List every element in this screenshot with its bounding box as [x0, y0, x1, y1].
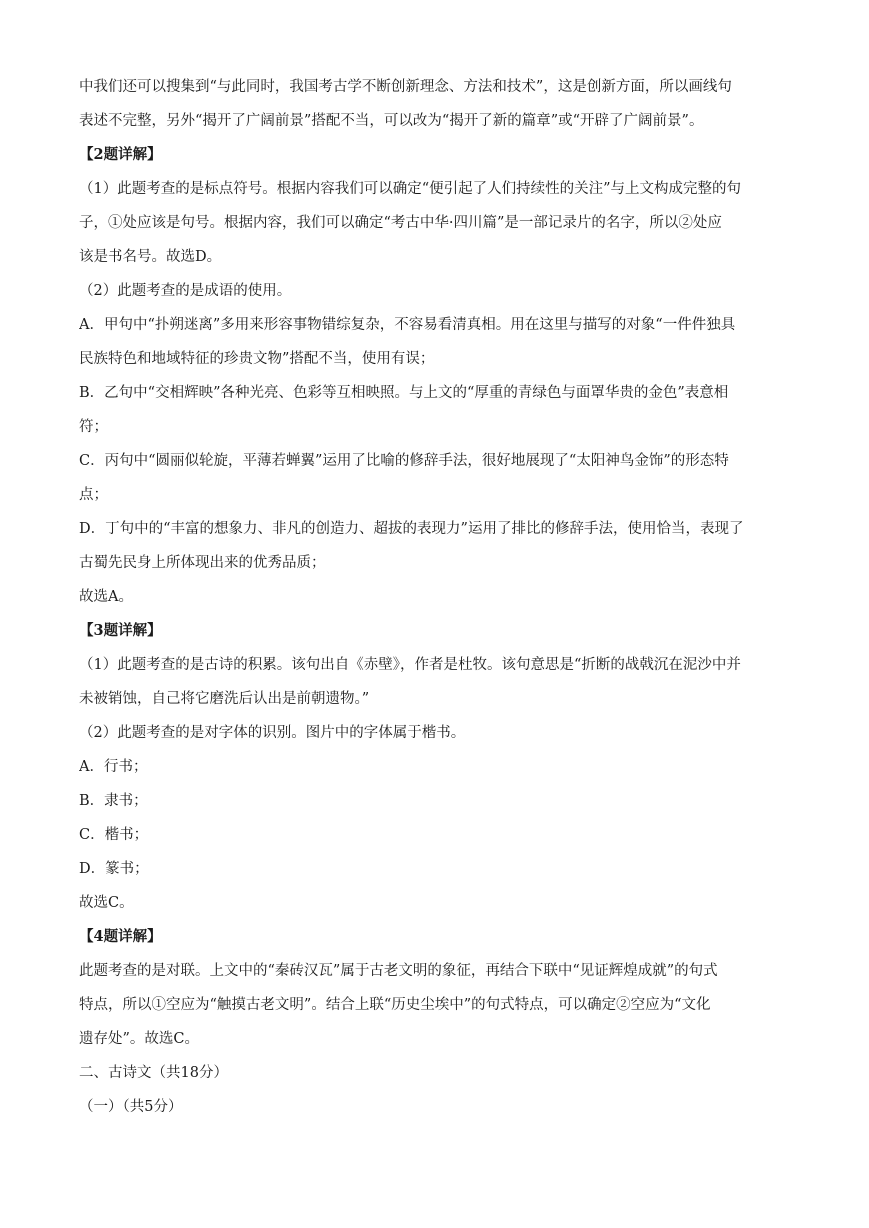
text-line: 点； [79, 487, 108, 503]
text-line: B．乙句中“交相辉映”各种光亮、色彩等互相映照。与上文的“厚重的青绿色与面罩华贵的金色”表意相 [79, 385, 729, 401]
text-line: C．丙句中“圆丽似轮旋，平薄若蝉翼”运用了比喻的修辞手法，很好地展现了“太阳神鸟金饰”的形态特 [79, 453, 729, 469]
text-line: 该是书名号。故选D。 [79, 249, 222, 265]
section-heading: 【4题详解】 [79, 928, 162, 945]
text-line: A．行书； [79, 759, 148, 775]
text-line: 民族特色和地域特征的珍贵文物”搭配不当，使用有误； [79, 351, 435, 367]
text-line: 未被销蚀，自己将它磨洗后认出是前朝遗物。” [79, 691, 370, 707]
text-line: 古蜀先民身上所体现出来的优秀品质； [79, 555, 326, 571]
text-line: D．篆书； [79, 861, 149, 877]
text-line: 表述不完整，另外“揭开了广阔前景”搭配不当，可以改为“揭开了新的篇章”或“开辟了广阔前景”。 [79, 113, 704, 129]
section-heading: 【3题详解】 [79, 622, 162, 639]
text-line: D．丁句中的“丰富的想象力、非凡的创造力、超拔的表现力”运用了排比的修辞手法，使用恰当，表现了 [79, 521, 744, 537]
text-line: （1）此题考查的是古诗的积累。该句出自《赤壁》，作者是杜牧。该句意思是“折断的战戟沉在泥沙中并 [79, 657, 741, 673]
text-line: 特点，所以①空应为“触摸古老文明”。结合上联“历史尘埃中”的句式特点，可以确定②空应为“文化 [79, 997, 711, 1013]
text-line: 遗存处”。故选C。 [79, 1031, 200, 1047]
text-line: （一）（共5分） [79, 1099, 183, 1115]
text-line: C．楷书； [79, 827, 149, 843]
text-line: B．隶书； [79, 793, 148, 809]
text-line: （2）此题考查的是对字体的识别。图片中的字体属于楷书。 [79, 725, 466, 741]
text-line: 符； [79, 419, 108, 435]
text-line: （2）此题考查的是成语的使用。 [79, 283, 292, 299]
section-heading: 【2题详解】 [79, 146, 162, 163]
text-line: 故选C。 [79, 895, 134, 911]
text-line: A．甲句中“扑朔迷离”多用来形容事物错综复杂，不容易看清真相。用在这里与描写的对象“一件件独具 [79, 317, 736, 333]
text-line: 二、古诗文（共18分） [79, 1065, 228, 1081]
text-line: 故选A。 [79, 589, 133, 605]
text-line: 中我们还可以搜集到“与此同时，我国考古学不断创新理念、方法和技术”，这是创新方面，所以画线句 [79, 79, 732, 95]
document-page [79, 70, 795, 1124]
text-line: 此题考查的是对联。上文中的“秦砖汉瓦”属于古老文明的象征，再结合下联中“见证辉煌成就”的句式 [79, 963, 718, 979]
text-line: （1）此题考查的是标点符号。根据内容我们可以确定“便引起了人们持续性的关注”与上文构成完整的句 [79, 181, 742, 197]
text-line: 子，①处应该是句号。根据内容，我们可以确定“考古中华·四川篇”是一部记录片的名字，所以②处应 [79, 215, 722, 231]
